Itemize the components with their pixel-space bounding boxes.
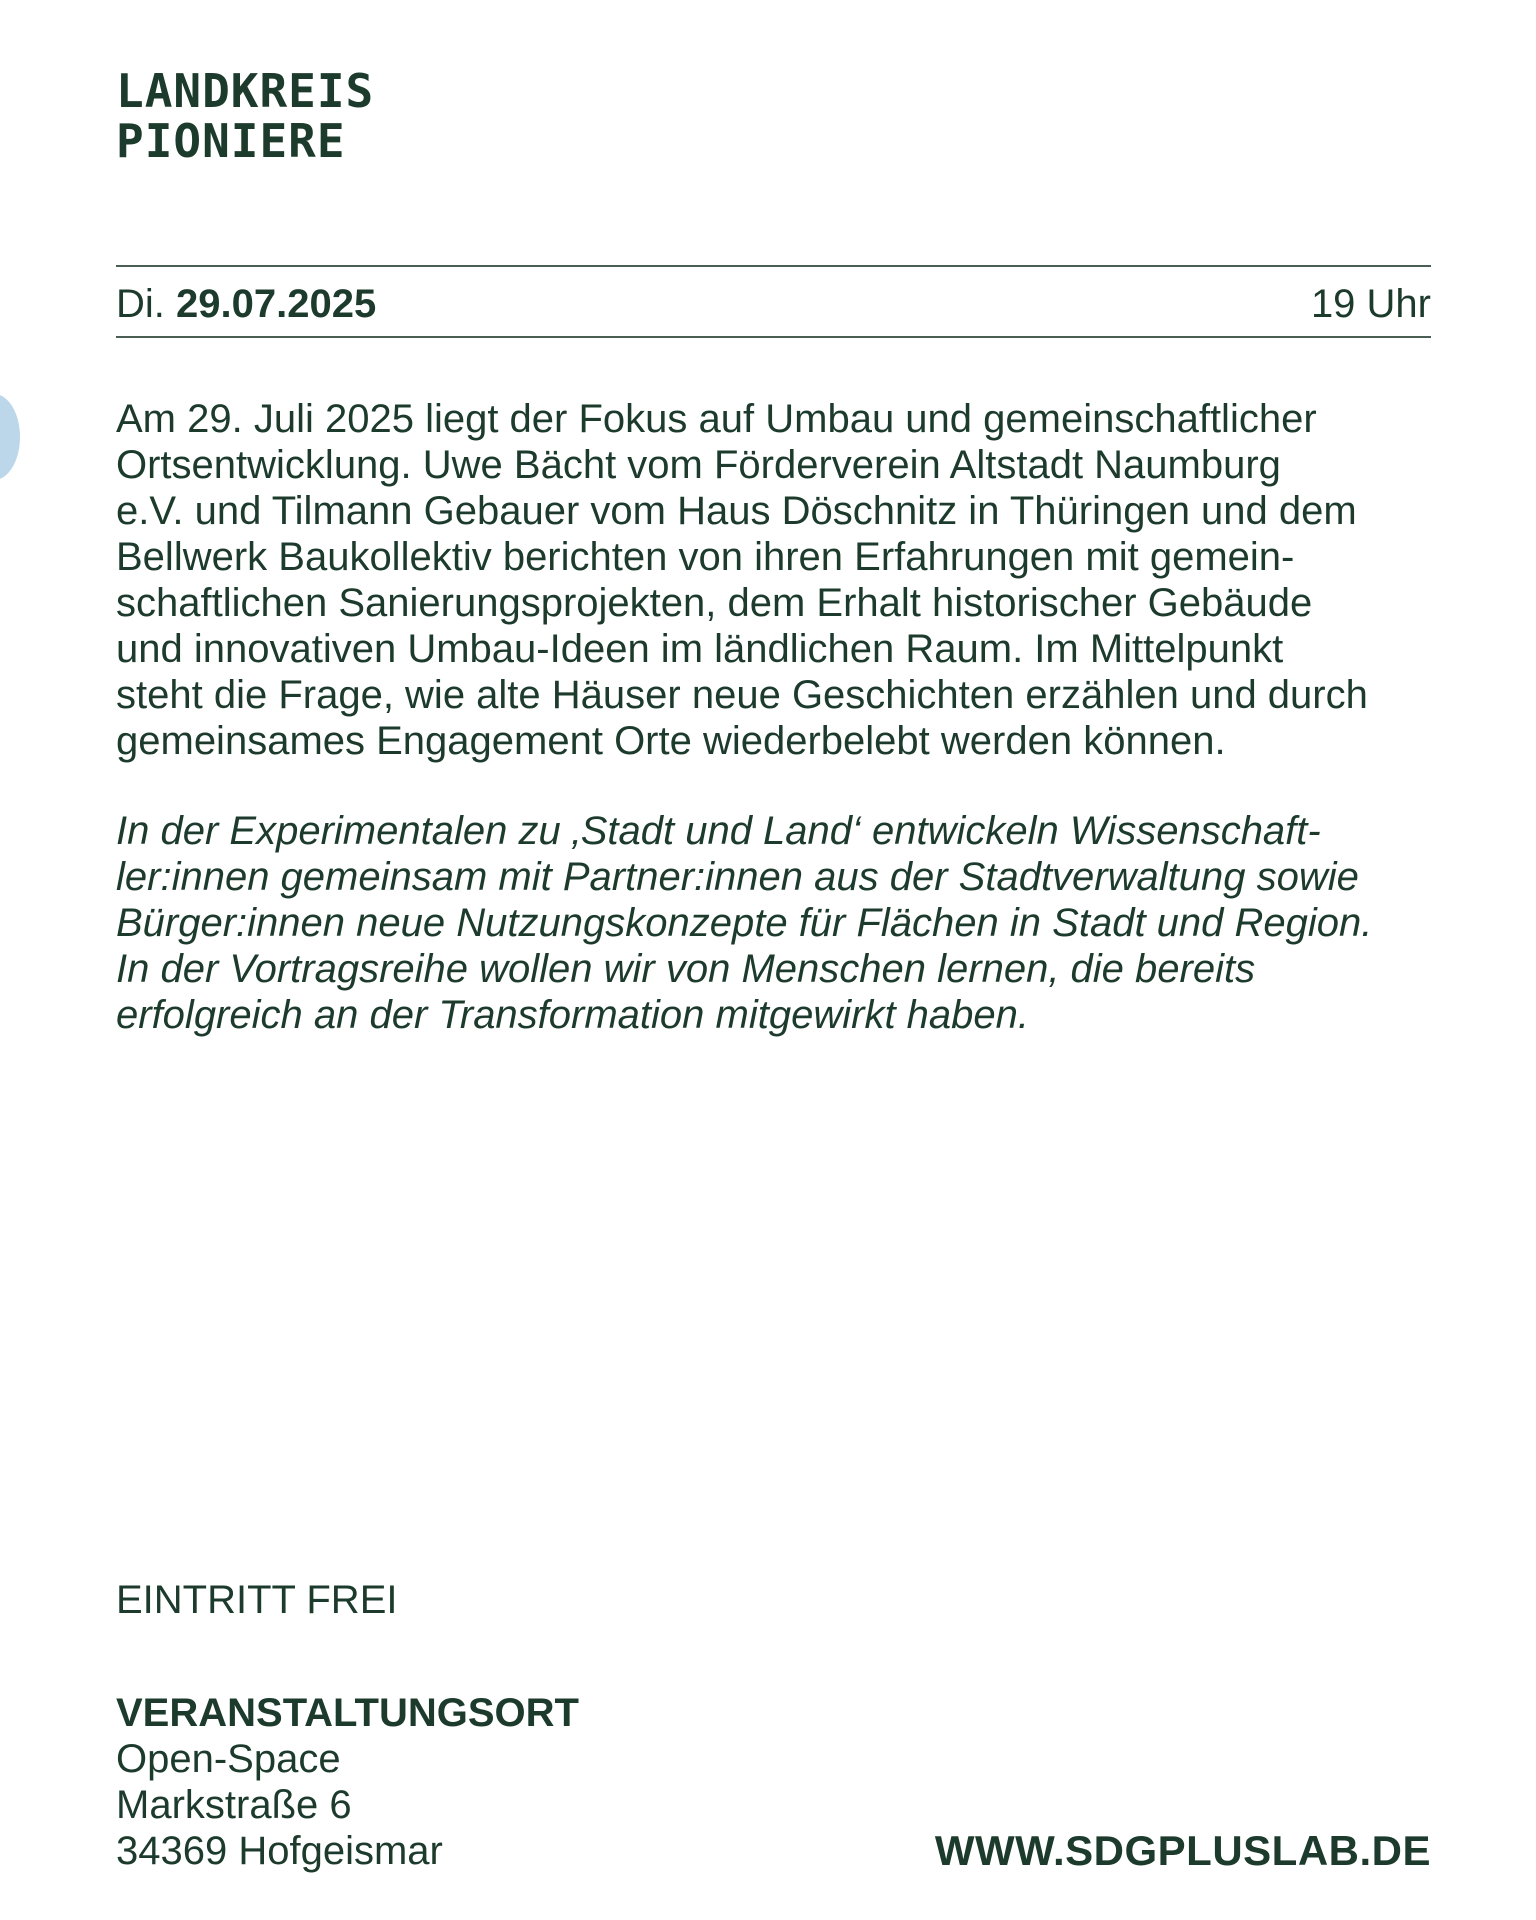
description-line: e.V. und Tilmann Gebauer vom Haus Döschnitz in Thüringen und dem <box>116 489 1357 533</box>
series-note-line: Bürger:innen neue Nutzungskonzepte für Flächen in Stadt und Region. <box>116 901 1373 945</box>
description-line: Ortsentwicklung. Uwe Bächt vom Förderverein Altstadt Naumburg <box>116 443 1281 487</box>
description-line: und innovativen Umbau-Ideen im ländlichen Raum. Im Mittelpunkt <box>116 627 1284 671</box>
admission-info: EINTRITT FREI <box>116 1578 398 1622</box>
series-note-line: In der Vortragsreihe wollen wir von Menschen lernen, die bereits <box>116 947 1256 991</box>
website-link[interactable]: WWW.SDGPLUSLAB.DE <box>934 1827 1431 1874</box>
description-line: schaftlichen Sanierungsprojekten, dem Erhalt historischer Gebäude <box>116 581 1313 625</box>
venue-name: Open-Space <box>116 1737 341 1781</box>
venue-street: Markstraße 6 <box>116 1783 352 1827</box>
description-line: Am 29. Juli 2025 liegt der Fokus auf Umbau und gemeinschaftlicher <box>116 397 1317 441</box>
event-description <box>116 396 1446 764</box>
venue-city: 34369 Hofgeismar <box>116 1829 443 1873</box>
event-date-row <box>116 276 1431 332</box>
description-line: Bellwerk Baukollektiv berichten von ihren Erfahrungen mit gemein- <box>116 535 1295 579</box>
divider-bottom <box>116 336 1431 338</box>
series-note-line: In der Experimentalen zu ‚Stadt und Land‘ entwickeln Wissenschaft- <box>116 809 1321 853</box>
series-note-line: erfolgreich an der Transformation mitgewirkt haben. <box>116 993 1030 1037</box>
series-note <box>116 808 1446 1038</box>
venue-block <box>116 1690 579 1874</box>
event-date: 29.07.2025 <box>176 282 377 326</box>
event-weekday: Di. <box>116 282 176 326</box>
description-line: steht die Frage, wie alte Häuser neue Geschichten erzählen und durch <box>116 673 1368 717</box>
brand-logo <box>116 66 374 166</box>
decorative-circle <box>0 394 20 480</box>
description-line: gemeinsames Engagement Orte wiederbelebt werden können. <box>116 719 1226 763</box>
brand-line-1: LANDKREIS <box>116 64 375 118</box>
venue-title: VERANSTALTUNGSORT <box>116 1691 579 1735</box>
divider-top <box>116 265 1431 267</box>
event-time: 19 Uhr <box>1310 282 1431 326</box>
brand-line-2: PIONIERE <box>116 114 346 168</box>
series-note-line: ler:innen gemeinsam mit Partner:innen aus der Stadtverwaltung sowie <box>116 855 1359 899</box>
